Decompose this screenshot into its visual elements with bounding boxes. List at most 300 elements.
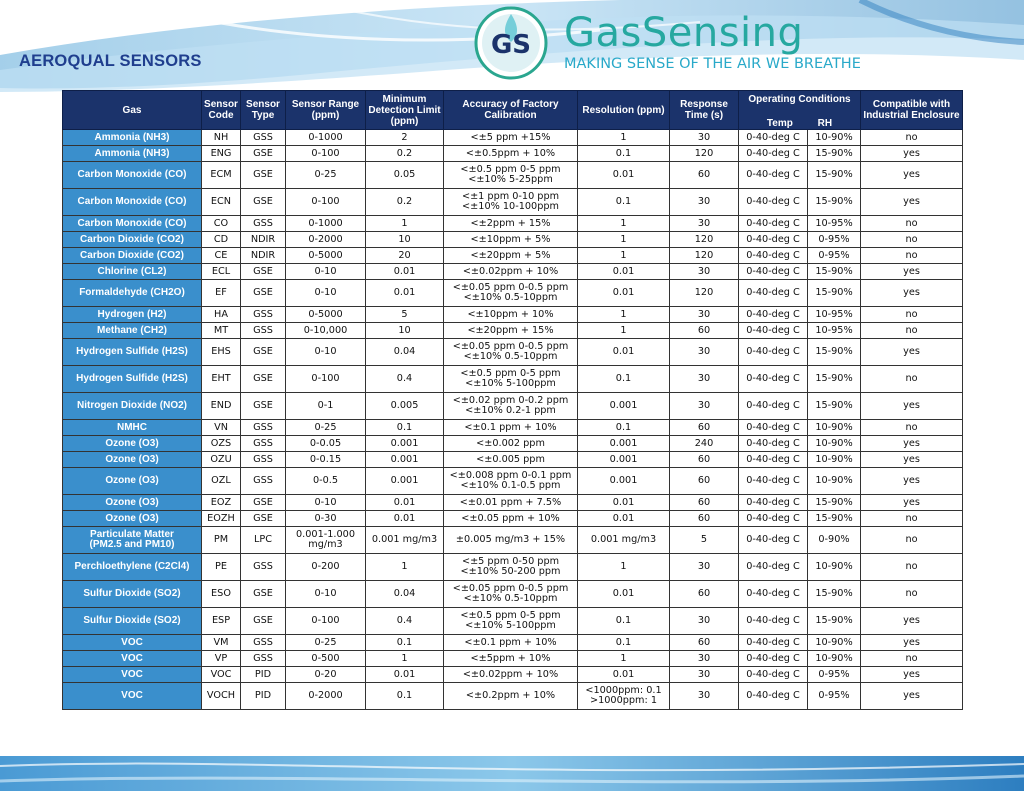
response-time-cell-line: 60 <box>697 636 711 648</box>
rh-cell <box>808 323 861 339</box>
sensor-range-cell-line: 0-10 <box>314 588 337 599</box>
sensor-range-cell <box>286 280 366 307</box>
sensor-range-cell-line: 0-30 <box>314 512 337 524</box>
accuracy-cell <box>444 162 578 189</box>
accuracy-cell-line: <±0.005 ppm <box>476 453 545 465</box>
accuracy-cell-line-2: <±10% 5-100ppm <box>465 620 556 631</box>
operating-conditions-label: Operating Conditions <box>748 94 851 105</box>
sensor-type-cell <box>241 495 286 511</box>
response-time-cell <box>670 189 739 216</box>
accuracy-cell-line: ±0.005 mg/m3 + 15% <box>455 534 566 545</box>
col-header-response-time: Response Time (s) <box>670 91 739 130</box>
col-header-accuracy: Accuracy of Factory Calibration <box>444 91 578 130</box>
accuracy-cell <box>444 323 578 339</box>
min-detection-cell-line: 0.1 <box>396 636 413 648</box>
accuracy-cell <box>444 232 578 248</box>
min-detection-cell <box>366 216 444 232</box>
resolution-cell-line: 0.01 <box>612 668 635 680</box>
sensor-code-cell <box>202 511 241 527</box>
sensor-code-cell-line: VP <box>214 652 228 664</box>
sensor-type-cell <box>241 393 286 420</box>
sensor-range-cell <box>286 436 366 452</box>
rh-cell <box>808 527 861 554</box>
sensor-code-cell-line: EOZ <box>210 496 232 508</box>
sensor-range-cell <box>286 452 366 468</box>
accuracy-cell <box>444 683 578 710</box>
sensor-range-cell <box>286 232 366 248</box>
sensor-range-cell-line: 0-100 <box>311 615 340 626</box>
response-time-cell <box>670 393 739 420</box>
industrial-enclosure-cell-line: yes <box>903 453 920 465</box>
min-detection-cell <box>366 248 444 264</box>
accuracy-cell-line: <±0.1 ppm + 10% <box>464 636 557 648</box>
temp-cell-line: 0-40-deg C <box>746 512 800 524</box>
col-header-industrial-enclosure: Compatible with Industrial Enclosure <box>861 91 963 130</box>
industrial-enclosure-cell-line: no <box>905 233 918 245</box>
gas-cell <box>63 511 202 527</box>
table-row <box>63 495 963 511</box>
industrial-enclosure-cell-line: no <box>905 534 918 545</box>
sensor-code-cell <box>202 162 241 189</box>
response-time-cell <box>670 468 739 495</box>
gas-cell-line: Carbon Monoxide (CO) <box>77 217 187 229</box>
table-row <box>63 216 963 232</box>
rh-cell <box>808 554 861 581</box>
accuracy-cell <box>444 248 578 264</box>
accuracy-cell <box>444 264 578 280</box>
accuracy-cell-line: <±5 ppm +15% <box>470 131 551 143</box>
sensor-code-cell-line: ESO <box>211 588 231 599</box>
resolution-cell-line: 0.01 <box>612 496 635 508</box>
sensor-range-cell-line: 0-0.5 <box>312 475 339 486</box>
sensor-range-cell <box>286 216 366 232</box>
sensor-code-cell <box>202 527 241 554</box>
rh-cell-line: 15-90% <box>815 169 853 180</box>
table-row <box>63 468 963 495</box>
temp-cell-line: 0-40-deg C <box>746 437 800 449</box>
min-detection-cell <box>366 189 444 216</box>
min-detection-cell <box>366 420 444 436</box>
sensor-code-cell-line: OZL <box>211 475 231 486</box>
gas-cell-line: Hydrogen Sulfide (H2S) <box>76 346 188 357</box>
min-detection-cell-line: 0.001 <box>390 437 419 449</box>
rh-cell <box>808 495 861 511</box>
resolution-cell <box>578 280 670 307</box>
response-time-cell <box>670 667 739 683</box>
industrial-enclosure-cell <box>861 651 963 667</box>
rh-cell-line: 0-95% <box>818 249 850 261</box>
sensor-type-cell <box>241 468 286 495</box>
gas-cell-line: Carbon Dioxide (CO2) <box>80 233 184 245</box>
sensor-code-cell <box>202 683 241 710</box>
min-detection-cell <box>366 554 444 581</box>
accuracy-cell-line: <±0.002 ppm <box>476 437 545 449</box>
industrial-enclosure-cell <box>861 146 963 162</box>
resolution-cell-line: 1 <box>620 324 627 336</box>
col-header-min-detection: Minimum Detection Limit (ppm) <box>366 91 444 130</box>
temp-cell <box>739 683 808 710</box>
response-time-cell-line: 5 <box>700 534 708 545</box>
industrial-enclosure-cell-line: yes <box>903 400 920 411</box>
accuracy-cell-line-2: <±10% 0.5-10ppm <box>463 351 558 362</box>
rh-cell-line: 10-90% <box>815 636 853 648</box>
sensor-type-cell <box>241 162 286 189</box>
sensor-type-cell <box>241 452 286 468</box>
resolution-cell-line: <1000ppm: 0.1 <box>585 685 662 696</box>
accuracy-cell-line: <±2ppm + 15% <box>470 217 551 229</box>
temp-cell-line: 0-40-deg C <box>746 346 800 357</box>
brand-name-second: Sensing <box>641 10 804 56</box>
table-row <box>63 307 963 323</box>
sensor-type-cell-line: GSE <box>253 400 273 411</box>
industrial-enclosure-cell <box>861 683 963 710</box>
accuracy-cell-line: <±20ppm + 15% <box>467 324 554 336</box>
response-time-cell <box>670 323 739 339</box>
resolution-cell-line: 0.01 <box>612 287 635 298</box>
resolution-cell-line: 0.01 <box>612 512 635 524</box>
resolution-cell-line: 0.001 <box>609 437 638 449</box>
response-time-cell-line: 30 <box>697 652 711 664</box>
rh-cell <box>808 511 861 527</box>
sensor-type-cell-line: NDIR <box>250 249 276 261</box>
gas-cell <box>63 420 202 436</box>
industrial-enclosure-cell <box>861 232 963 248</box>
resolution-cell-line: 0.01 <box>612 169 635 180</box>
accuracy-cell-line-2: <±10% 10-100ppm <box>462 201 559 212</box>
gas-cell-line: VOC <box>121 668 143 680</box>
temp-cell-line: 0-40-deg C <box>746 475 800 486</box>
sensor-type-cell <box>241 339 286 366</box>
sensor-type-cell <box>241 264 286 280</box>
brand-logo <box>474 6 874 80</box>
rh-cell-line: 10-95% <box>815 217 853 229</box>
response-time-cell <box>670 511 739 527</box>
temp-cell-line: 0-40-deg C <box>746 324 800 336</box>
industrial-enclosure-cell-line: no <box>905 561 918 572</box>
industrial-enclosure-cell <box>861 554 963 581</box>
accuracy-cell-line: <±10ppm + 5% <box>470 233 551 245</box>
rh-cell-line: 0-95% <box>818 668 850 680</box>
sensor-code-cell-line: OZU <box>210 453 232 465</box>
resolution-cell-line: 0.1 <box>615 196 632 207</box>
sensor-range-cell-line: 0-25 <box>314 636 337 648</box>
accuracy-cell-line: <±0.2ppm + 10% <box>465 690 556 701</box>
resolution-cell <box>578 651 670 667</box>
sensor-range-cell <box>286 527 366 554</box>
rh-cell <box>808 468 861 495</box>
resolution-cell <box>578 146 670 162</box>
min-detection-cell-line: 0.01 <box>393 287 416 298</box>
resolution-cell <box>578 130 670 146</box>
accuracy-cell <box>444 495 578 511</box>
industrial-enclosure-cell-line: no <box>905 217 918 229</box>
sensor-range-cell-line: 0-0.05 <box>309 437 342 449</box>
accuracy-cell-line: <±0.02ppm + 10% <box>462 668 559 680</box>
min-detection-cell-line: 10 <box>398 324 411 336</box>
temp-cell <box>739 667 808 683</box>
gas-cell <box>63 635 202 651</box>
gas-cell-line: Ammonia (NH3) <box>94 131 170 143</box>
sensor-code-cell <box>202 581 241 608</box>
rh-cell-line: 10-90% <box>815 652 853 664</box>
resolution-cell <box>578 495 670 511</box>
min-detection-cell-line: 0.001 <box>390 453 419 465</box>
response-time-cell-line: 30 <box>697 196 711 207</box>
sensor-type-cell <box>241 436 286 452</box>
sensor-type-cell <box>241 366 286 393</box>
accuracy-cell <box>444 608 578 635</box>
industrial-enclosure-cell <box>861 436 963 452</box>
min-detection-cell-line: 0.2 <box>396 196 413 207</box>
rh-cell-line: 0-95% <box>818 233 850 245</box>
sensor-code-cell <box>202 366 241 393</box>
sensor-range-cell-line: 0-1000 <box>308 131 343 143</box>
brand-tagline: MAKING SENSE OF THE AIR WE BREATHE <box>564 56 861 72</box>
industrial-enclosure-cell <box>861 248 963 264</box>
resolution-cell-line: 1 <box>620 652 627 664</box>
response-time-cell <box>670 280 739 307</box>
sensor-range-cell-line: 0-5000 <box>308 308 343 320</box>
min-detection-cell-line: 0.01 <box>393 265 416 277</box>
min-detection-cell <box>366 232 444 248</box>
rh-cell-line: 10-90% <box>815 453 853 465</box>
accuracy-cell-line: <±5 ppm 0-50 ppm <box>461 556 560 567</box>
rh-cell <box>808 339 861 366</box>
industrial-enclosure-cell <box>861 189 963 216</box>
table-row <box>63 608 963 635</box>
sensor-code-cell-line: VN <box>214 421 228 433</box>
rh-cell <box>808 307 861 323</box>
accuracy-cell-line: <±0.02ppm + 10% <box>462 265 559 277</box>
rh-cell <box>808 608 861 635</box>
temp-cell-line: 0-40-deg C <box>746 636 800 648</box>
rh-cell-line: 0-95% <box>818 690 850 701</box>
accuracy-cell <box>444 420 578 436</box>
gas-cell <box>63 468 202 495</box>
accuracy-cell <box>444 189 578 216</box>
resolution-cell <box>578 420 670 436</box>
sensor-range-cell-line: 0-10 <box>314 287 337 298</box>
rh-cell <box>808 216 861 232</box>
temp-cell-line: 0-40-deg C <box>746 615 800 626</box>
response-time-cell-line: 30 <box>697 346 711 357</box>
sensor-type-cell-line: GSE <box>253 147 273 159</box>
rh-cell-line: 15-90% <box>815 287 853 298</box>
gas-cell <box>63 162 202 189</box>
industrial-enclosure-cell-line: no <box>905 131 918 143</box>
resolution-cell-line: 0.01 <box>612 265 635 277</box>
resolution-cell <box>578 581 670 608</box>
gas-cell <box>63 436 202 452</box>
resolution-cell <box>578 216 670 232</box>
table-row <box>63 554 963 581</box>
sensor-type-cell <box>241 146 286 162</box>
response-time-cell-line: 30 <box>697 131 711 143</box>
table-row <box>63 452 963 468</box>
sensor-type-cell <box>241 420 286 436</box>
gas-cell <box>63 667 202 683</box>
sensor-range-cell-line: 0.001-1.000 <box>296 529 355 540</box>
gas-cell-line: Nitrogen Dioxide (NO2) <box>76 400 187 411</box>
response-time-cell-line: 120 <box>694 147 714 159</box>
industrial-enclosure-cell-line: yes <box>903 265 920 277</box>
min-detection-cell-line: 0.001 <box>390 475 419 486</box>
table-row <box>63 339 963 366</box>
industrial-enclosure-cell <box>861 452 963 468</box>
temp-cell-line: 0-40-deg C <box>746 147 800 159</box>
temp-cell <box>739 452 808 468</box>
sensor-type-cell-line: GSE <box>253 588 273 599</box>
accuracy-cell-line-2: <±10% 0.5-10ppm <box>463 292 558 303</box>
resolution-cell <box>578 608 670 635</box>
sensor-type-cell-line: GSE <box>253 373 273 384</box>
min-detection-cell-line: 0.005 <box>390 400 419 411</box>
rh-cell <box>808 280 861 307</box>
sensor-code-cell-line: CO <box>213 217 229 229</box>
gas-cell <box>63 393 202 420</box>
accuracy-cell <box>444 452 578 468</box>
sensor-range-cell <box>286 393 366 420</box>
sensor-code-cell-line: ESP <box>211 615 231 626</box>
industrial-enclosure-cell-line: no <box>905 249 918 261</box>
rh-cell-line: 15-90% <box>815 265 853 277</box>
gas-cell <box>63 216 202 232</box>
resolution-cell <box>578 366 670 393</box>
rh-cell <box>808 264 861 280</box>
sensor-code-cell-line: CE <box>214 249 228 261</box>
resolution-cell-line: 1 <box>620 217 627 229</box>
min-detection-cell-line: 0.04 <box>393 588 416 599</box>
gas-cell <box>63 232 202 248</box>
resolution-cell <box>578 323 670 339</box>
sensor-range-cell <box>286 683 366 710</box>
gas-cell <box>63 608 202 635</box>
sensor-code-cell-line: EF <box>215 287 227 298</box>
min-detection-cell-line: 0.1 <box>396 690 413 701</box>
temp-cell <box>739 130 808 146</box>
temp-cell <box>739 307 808 323</box>
temp-cell-line: 0-40-deg C <box>746 265 800 277</box>
accuracy-cell-line: <±0.02 ppm 0-0.2 ppm <box>452 395 569 406</box>
gas-cell-line: VOC <box>121 652 143 664</box>
sensor-range-cell <box>286 420 366 436</box>
sensor-code-cell-line: PM <box>213 534 229 545</box>
industrial-enclosure-cell <box>861 366 963 393</box>
min-detection-cell-line: 0.01 <box>393 668 416 680</box>
sensor-code-cell <box>202 635 241 651</box>
gas-cell <box>63 339 202 366</box>
gas-cell <box>63 452 202 468</box>
response-time-cell <box>670 527 739 554</box>
response-time-cell-line: 60 <box>697 421 711 433</box>
operating-conditions-sub-label: Temp RH <box>766 118 833 129</box>
rh-cell <box>808 232 861 248</box>
resolution-cell-line: 1 <box>620 233 627 245</box>
gas-cell <box>63 307 202 323</box>
sensor-range-cell-line: 0-1 <box>317 400 334 411</box>
temp-cell <box>739 162 808 189</box>
table-row <box>63 366 963 393</box>
temp-cell-line: 0-40-deg C <box>746 131 800 143</box>
industrial-enclosure-cell-line: no <box>905 652 918 664</box>
response-time-cell <box>670 608 739 635</box>
rh-cell <box>808 436 861 452</box>
resolution-cell <box>578 264 670 280</box>
industrial-enclosure-cell-line: yes <box>903 437 920 449</box>
col-header-sensor-type: Sensor Type <box>241 91 286 130</box>
brand-name <box>564 11 803 55</box>
col-header-operating-conditions <box>739 91 861 130</box>
temp-cell <box>739 264 808 280</box>
gas-cell <box>63 366 202 393</box>
sensor-table-body <box>63 130 963 710</box>
min-detection-cell-line: 2 <box>401 131 408 143</box>
sensor-type-cell <box>241 635 286 651</box>
rh-cell <box>808 667 861 683</box>
min-detection-cell <box>366 264 444 280</box>
rh-cell <box>808 635 861 651</box>
sensor-type-cell <box>241 232 286 248</box>
resolution-cell-line: 0.1 <box>615 636 632 648</box>
sensor-range-cell-line: 0-2000 <box>308 233 343 245</box>
sensor-code-cell <box>202 323 241 339</box>
sensor-code-cell-line: VOCH <box>206 690 236 701</box>
industrial-enclosure-cell-line: yes <box>903 287 920 298</box>
industrial-enclosure-cell <box>861 162 963 189</box>
sensor-type-cell-line: GSE <box>253 346 273 357</box>
table-row <box>63 130 963 146</box>
accuracy-cell-line-2: <±10% 50-200 ppm <box>460 566 561 577</box>
min-detection-cell <box>366 527 444 554</box>
accuracy-cell <box>444 468 578 495</box>
accuracy-cell-line: <±0.5ppm + 10% <box>465 147 556 159</box>
brand-name-first: Gas <box>564 10 642 56</box>
rh-cell <box>808 420 861 436</box>
response-time-cell <box>670 635 739 651</box>
accuracy-cell-line: <±10ppm + 10% <box>467 308 554 320</box>
accuracy-cell <box>444 146 578 162</box>
table-row <box>63 189 963 216</box>
gas-cell <box>63 280 202 307</box>
sensor-range-cell <box>286 248 366 264</box>
gas-cell-line-2: (PM2.5 and PM10) <box>89 539 175 550</box>
rh-cell <box>808 393 861 420</box>
response-time-cell <box>670 307 739 323</box>
response-time-cell-line: 30 <box>697 400 711 411</box>
table-row <box>63 280 963 307</box>
min-detection-cell-line: 1 <box>401 561 408 572</box>
response-time-cell <box>670 452 739 468</box>
gas-cell <box>63 248 202 264</box>
accuracy-cell-line: <±0.1 ppm + 10% <box>464 421 557 433</box>
resolution-cell-line: 0.1 <box>615 147 632 159</box>
sensor-code-cell <box>202 651 241 667</box>
sensor-type-cell <box>241 581 286 608</box>
gas-cell-line: Formaldehyde (CH2O) <box>79 287 185 298</box>
industrial-enclosure-cell-line: yes <box>903 147 920 159</box>
resolution-cell-line-2: >1000ppm: 1 <box>589 695 657 706</box>
sensor-code-cell-line: PE <box>215 561 227 572</box>
sensor-code-cell-line: ENG <box>210 147 232 159</box>
col-header-gas: Gas <box>63 91 202 130</box>
resolution-cell-line: 0.001 <box>609 475 638 486</box>
gas-cell-line: Ozone (O3) <box>105 512 159 524</box>
temp-cell <box>739 323 808 339</box>
gas-cell-line: Particulate Matter <box>90 529 174 540</box>
sensor-range-cell <box>286 495 366 511</box>
resolution-cell <box>578 468 670 495</box>
response-time-cell-line: 30 <box>697 308 711 320</box>
